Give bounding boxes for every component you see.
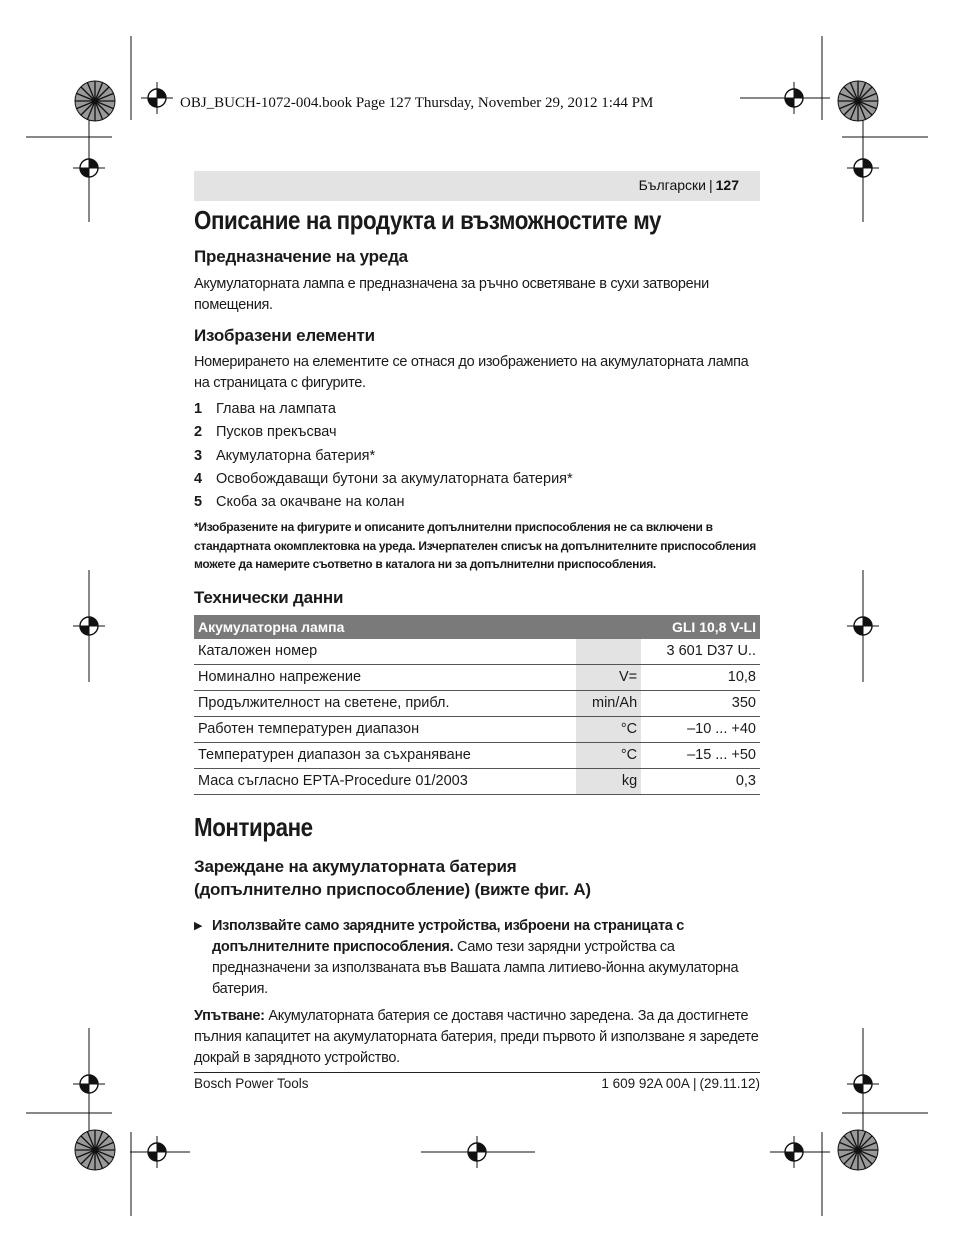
separator: | — [709, 177, 713, 193]
language-page-label — [639, 177, 739, 193]
charger-instruction-text — [212, 916, 760, 1000]
note-paragraph — [194, 1006, 760, 1069]
list-item — [194, 491, 760, 514]
heading-charging — [194, 855, 760, 901]
table-row — [194, 716, 760, 742]
table-row — [194, 742, 760, 768]
list-item — [194, 398, 760, 421]
item-label: Освобождаващи бутони за акумулаторната батерия* — [216, 470, 573, 487]
table-row — [194, 664, 760, 690]
row-unit: °C — [576, 716, 641, 742]
row-unit: min/Ah — [576, 690, 641, 716]
row-value: 3 601 D37 U.. — [641, 639, 760, 665]
purpose-text: Акумулаторната лампа е предназначена за ръчно осветяване в сухи затворени помещения. — [194, 276, 709, 313]
footer-doc-code — [601, 1076, 760, 1091]
heading-purpose: Предназначение на уреда — [194, 247, 408, 266]
row-unit: V= — [576, 664, 641, 690]
charger-instruction — [194, 916, 760, 1000]
technical-data-table — [194, 615, 760, 795]
doc-code: 1 609 92A 00A — [601, 1076, 690, 1091]
footer-divider — [194, 1072, 760, 1073]
list-item — [194, 468, 760, 491]
table-row — [194, 768, 760, 794]
row-name: Маса съгласно EPTA-Procedure 01/2003 — [194, 768, 576, 794]
row-value: –10 ... +40 — [641, 716, 760, 742]
heading-charging-line2: (допълнително приспособление) (вижте фиг. А) — [194, 879, 591, 899]
item-label: Пусков прекъсвач — [216, 424, 337, 441]
row-name: Температурен диапазон за съхраняване — [194, 742, 576, 768]
section-title-mounting: Монтиране — [194, 811, 313, 842]
page-content — [194, 205, 760, 1069]
language-name: Български — [638, 177, 706, 193]
accessories-footnote: *Изобразените на фигурите и описаните допълнителни приспособления не са включени в стандартната окомплектовка на уреда. Изчерпателен списък на допълнителните приспособления можете да намерите съответно в каталога ни за допълнителни приспособления. — [194, 520, 756, 572]
item-number: 5 — [194, 494, 203, 511]
table-header-model: GLI 10,8 V-LI — [641, 615, 760, 639]
print-header: OBJ_BUCH-1072-004.book Page 127 Thursday, November 29, 2012 1:44 PM — [180, 95, 654, 111]
table-header-label: Акумулаторна лампа — [194, 615, 641, 639]
footer-brand: Bosch Power Tools — [194, 1076, 309, 1091]
row-value: –15 ... +50 — [641, 742, 760, 768]
row-value: 10,8 — [641, 664, 760, 690]
list-item — [194, 421, 760, 444]
table-header-row — [194, 615, 760, 639]
table-row — [194, 639, 760, 665]
row-name: Номинално напрежение — [194, 664, 576, 690]
note-text: Акумулаторната батерия се доставя частично заредена. За да достигнете пълния капацитет на акумулаторната батерия, преди първото й използване я заредете докрай в зарядното устройство. — [194, 1007, 759, 1066]
heading-elements: Изобразени елементи — [194, 326, 375, 345]
instruction-rest: Само тези зарядни устройства са предназначени за използваната във Вашата лампа литиево-йонна акумулаторна батерия. — [212, 938, 739, 997]
row-unit: °C — [576, 742, 641, 768]
list-item — [194, 445, 760, 468]
section-title-description: Описание на продукта и възможностите му — [194, 205, 662, 235]
row-name: Продължителност на светене, прибл. — [194, 690, 576, 716]
note-label: Упътване: — [194, 1007, 265, 1024]
elements-intro: Номерирането на елементите се отнася до изображението на акумулаторната лампа на страницата с фигурите. — [194, 354, 749, 391]
item-number: 3 — [194, 447, 203, 464]
page-number: 127 — [715, 177, 739, 193]
heading-charging-line1: Зареждане на акумулаторната батерия — [194, 856, 517, 876]
separator: | — [692, 1076, 697, 1091]
row-value: 350 — [641, 690, 760, 716]
item-number: 1 — [194, 401, 203, 417]
row-unit: kg — [576, 768, 641, 794]
elements-list — [194, 398, 760, 514]
language-bar — [194, 171, 760, 201]
item-label: Глава на лампата — [216, 401, 336, 417]
item-label: Акумулаторна батерия* — [216, 447, 376, 464]
row-value: 0,3 — [641, 768, 760, 794]
item-number: 2 — [194, 424, 203, 441]
item-number: 4 — [194, 470, 203, 487]
instruction-bold: Използвайте само зарядните устройства, изброени на страницата с допълнителните приспособления. — [212, 917, 685, 955]
bullet-arrow-icon: ▶ — [194, 919, 203, 932]
table-row — [194, 690, 760, 716]
row-name: Каталожен номер — [194, 639, 576, 665]
heading-technical-data: Технически данни — [194, 587, 344, 607]
item-label: Скоба за окачване на колан — [216, 494, 405, 511]
row-name: Работен температурен диапазон — [194, 716, 576, 742]
doc-date: (29.11.12) — [699, 1076, 760, 1091]
row-unit — [576, 639, 641, 665]
